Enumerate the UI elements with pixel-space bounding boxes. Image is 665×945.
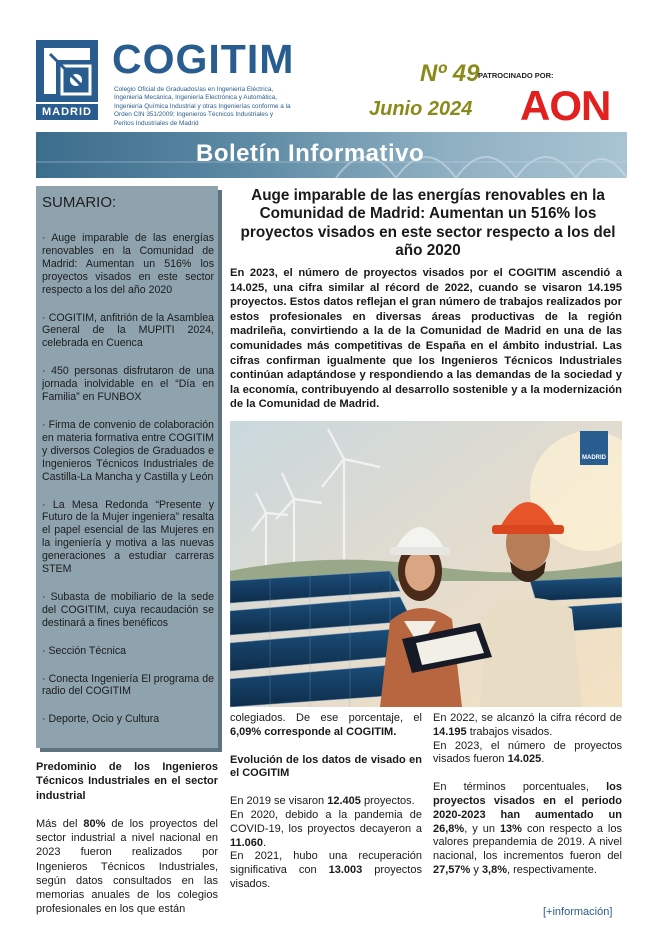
mid-subhead: Evolución de los datos de visado en el COGITIM [230,753,422,780]
summary-title: SUMARIO: [42,194,117,211]
issue-number: Nº 49 [420,60,480,87]
cogitim-emblem [36,40,98,120]
summary-item[interactable]: · Auge imparable de las energías renovables en la Comunidad de Madrid: Aumentan un 516% los proyectos visados en este sector respecto a los del año 2020 [42,232,214,296]
mid-para-2021: En 2021, hubo una recuperación significativa con 13.003 proyectos visados. [230,850,422,890]
left-column [36,760,218,916]
brand-subtitle: Colegio Oficial de Graduados/as en Ingeniería Eléctrica, Ingeniería Mecánica, Ingeniería Electrónica y Automática, Ingeniería Química Industrial y otras Ingenierías conforme a la Orden CIN 351/2009; Ingenieros Técnicos Industriales y Peritos Industriales de Madrid [114,86,291,127]
summary-item[interactable]: · Conecta Ingeniería El programa de radio del COGITIM [42,672,214,698]
article-photo [230,421,622,707]
right-para-2022: En 2022, se alcanzó la cifra récord de 14.195 trabajos visados. [433,712,622,738]
middle-column [230,712,422,892]
left-paragraph: Más del 80% de los proyectos del sector industrial a nivel nacional en 2023 fueron realizados por Ingenieros Técnicos Industriales, según datos consultados en las memorias anuales de los colegios profesionales en los que están [36,817,218,916]
summary-list [42,232,214,741]
article-headline: Auge imparable de las energías renovables en la Comunidad de Madrid: Aumentan un 516% los proyectos visados en este sector respecto a los del año 2020 [240,187,616,259]
emblem-city-label: MADRID [36,104,98,120]
summary-item[interactable]: · Deporte, Ocio y Cultura [42,713,160,726]
sponsor-logo: AON [520,82,611,129]
mid-para-0: colegiados. De ese porcentaje, el 6,09% corresponde al COGITIM. [230,712,422,738]
summary-item[interactable]: · Subasta de mobiliario de la sede del COGITIM, cuya recaudación se destinará a fines benéficos [42,590,214,629]
summary-item[interactable]: · 450 personas disfrutaron de una jornada inolvidable en el “Día en Familia” en FUNBOX [42,365,214,404]
issue-date: Junio 2024 [369,98,473,120]
mid-para-2020: En 2020, debido a la pandemia de COVID-19, los proyectos decayeron a 11.060. [230,808,422,849]
banner-title: Boletín Informativo [196,140,425,167]
summary-item[interactable]: · Firma de convenio de colaboración en materia formativa entre COGITIM y diversos Colegios de Graduados e Ingenieros Técnicos Industriales de Castilla-La Mancha y Castilla y León [42,418,214,483]
brand-name: COGITIM [112,36,295,82]
photo-badge: MADRID [582,455,606,461]
summary-item[interactable]: · COGITIM, anfitrión de la Asamblea General de la MUPITI 2024, celebrada en Cuenca [42,311,214,350]
engineers-solar-photo [230,421,622,707]
sponsor-label: PATROCINADO POR: [478,71,554,80]
summary-item[interactable]: · Sección Técnica [42,644,127,657]
right-para-2023: En 2023, el número de proyectos visados fueron 14.025. [433,739,622,766]
right-para-percent: En términos porcentuales, los proyectos visados en el periodo 2020-2023 han aumentado un 26,8%, y un 13% con respecto a los valores prepandemia de 2019. A nivel nacional, los incrementos fueron del 27,57% y 3,8%, respectivamente. [433,781,622,876]
mid-para-2019: En 2019 se visaron 12.405 proyectos. [230,795,415,808]
left-subhead: Predominio de los Ingenieros Técnicos Industriales en el sector industrial [36,761,218,802]
emblem-icon [36,40,98,102]
summary-box [36,186,218,748]
more-info-link[interactable]: [+información] [543,906,613,918]
right-column [433,712,622,878]
article-lead: En 2023, el número de proyectos visados por el COGITIM ascendió a 14.025, una cifra similar al récord de 2022, cuando se visaron 14.195 proyectos. Estos datos reflejan el gran número de trabajos realizados por estos profesionales en diversas áreas productivas de la región madrileña, convirtiendo a la de la Comunidad de Madrid en una de las comunidades más competitivas de España en el ámbito industrial. Las cifras confirman igualmente que los Ingenieros Técnicos Industriales continúan adaptándose y respondiendo a las demandas de la sociedad y la economía, contribuyendo al desarrollo sostenible y a la modernización de la Comunidad de Madrid. [230,267,622,411]
summary-item[interactable]: · La Mesa Redonda “Presente y Futuro de la Mujer ingeniera” resalta el papel esencial de las Mujeres en la ingeniería y motiva a las nuevas generaciones a estudiar carreras STEM [42,498,214,576]
